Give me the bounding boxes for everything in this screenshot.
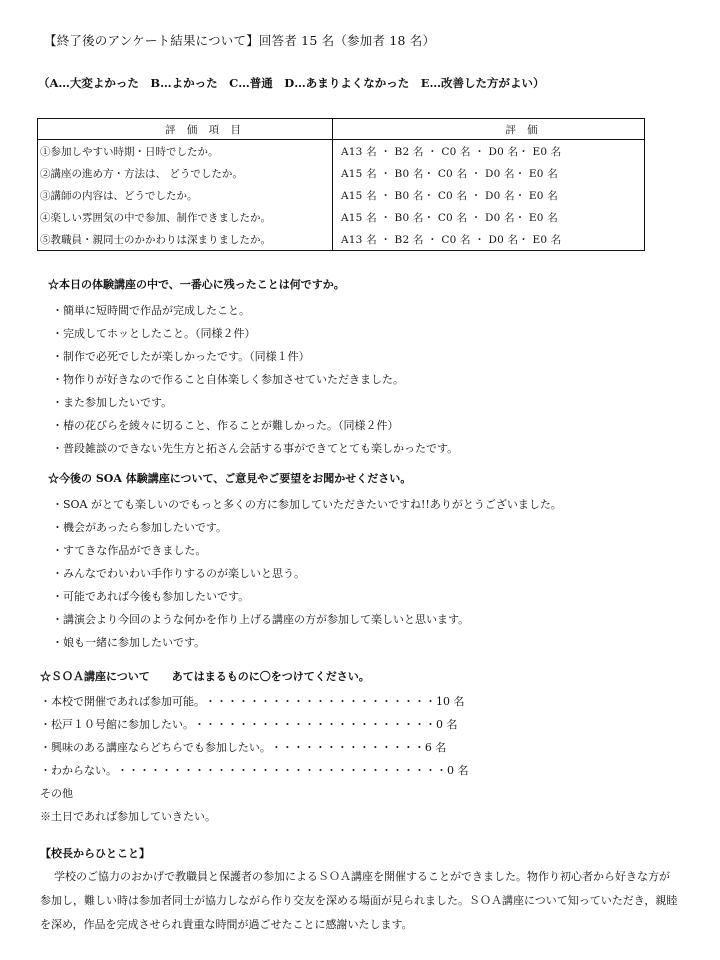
- option-count: 10 名: [436, 695, 465, 708]
- list-item: ・簡単に短時間で作品が完成したこと。: [52, 304, 250, 317]
- rating-legend: （A…大変よかった B…よかった C…普通 D…あまりよくなかった E…改善した方がよい）: [38, 76, 545, 90]
- question-cell: ③講師の内容は、どうでしたか。: [38, 184, 333, 206]
- question-cell: ②講座の進め方・方法は、 どうでしたか。: [38, 162, 333, 184]
- list-item: ・また参加したいです。: [52, 396, 173, 409]
- memorable-section: [48, 276, 458, 460]
- table-row: [38, 206, 645, 228]
- leader-dots: ・・・・・・・・・・・・・・・・・・・・・: [205, 695, 436, 708]
- other-label: その他: [40, 787, 73, 800]
- question-cell: ⑤教職員・親同士のかかわりは深まりましたか。: [38, 228, 333, 251]
- leader-dots: ・・・・・・・・・・・・・・・・・・・・・・: [194, 718, 436, 731]
- table-row: [38, 162, 645, 184]
- list-item: ・制作で必死でしたが楽しかったです。（同様１件）: [52, 350, 310, 363]
- option-count: 0 名: [447, 764, 469, 777]
- table-row: [38, 228, 645, 251]
- table-header-row: [38, 119, 645, 140]
- table-row: [38, 140, 645, 163]
- option-label: ・松戸１０号館に参加したい。: [40, 718, 194, 731]
- section-heading: ☆本日の体験講座の中で、一番心に残ったことは何ですか。: [48, 278, 345, 291]
- option-row: [40, 736, 469, 759]
- evaluation-table: [37, 118, 645, 251]
- principal-comment: [40, 845, 680, 937]
- question-cell: ①参加しやすい時期・日時でしたか。: [38, 140, 333, 163]
- option-label: ・本校で開催であれば参加可能。: [40, 695, 205, 708]
- leader-dots: ・・・・・・・・・・・・・・・・・・・・・・・・・・・・・・: [117, 764, 447, 777]
- list-item: ・可能であれば今後も参加したいです。: [52, 590, 250, 603]
- section-heading: ☆今後の SOA 体験講座について、ご意見やご要望をお聞かせください。: [48, 472, 412, 485]
- answer-cell: A13 名 ・ B2 名 ・ C0 名 ・ D0 名・ E0 名: [333, 140, 645, 163]
- option-row: [40, 759, 469, 782]
- list-item: ・SOA がとても楽しいのでもっと多くの方に参加していただきたいですね!!ありがとうございました。: [52, 498, 562, 511]
- soa-section: [40, 668, 469, 828]
- option-count: 0 名: [436, 718, 458, 731]
- list-item: ・椿の花びらを綾々に切ること、作ることが難しかった。（同様２件）: [52, 419, 399, 432]
- option-label: ・わからない。: [40, 764, 117, 777]
- principal-heading: 【校長からひとこと】: [40, 847, 150, 860]
- list-item: ・物作りが好きなので作ること自体楽しく参加させていただきました。: [52, 373, 404, 386]
- option-row: [40, 713, 469, 736]
- header-items: 評 価 項 目: [38, 119, 333, 140]
- answer-cell: A15 名 ・ B0 名・ C0 名 ・ D0 名・ E0 名: [333, 184, 645, 206]
- list-item: ・完成してホッとしたこと。（同様２件）: [52, 327, 256, 340]
- list-item: ・講演会より今回のような何かを作り上げる講座の方が参加して楽しいと思います。: [52, 613, 470, 626]
- other-note: ※土日であれば参加していきたい。: [40, 810, 216, 823]
- answer-cell: A15 名 ・ B0 名・ C0 名 ・ D0 名・ E0 名: [333, 162, 645, 184]
- option-count: 6 名: [424, 741, 447, 754]
- list-item: ・すてきな作品ができました。: [52, 544, 207, 557]
- principal-text: 学校のご協力のおかげで教職員と保護者の参加によるＳＯＡ講座を開催することができました。物作り初心者から好きな方が参加し，難しい時は参加者同士が協力しながら作り交友を深める場面が見られました。ＳＯＡ講座について知っていただき，親睦を深め，作品を完成させられ貴重な時間が過ごせたことに感謝いたします。: [40, 870, 678, 931]
- header-rating: 評 価: [333, 119, 645, 140]
- section-heading: ☆ＳＯＡ講座について あてはまるものに〇をつけてください。: [40, 670, 370, 683]
- list-item: ・機会があったら参加したいです。: [52, 521, 228, 534]
- list-item: ・みんなでわいわい手作りするのが楽しいと思う。: [52, 567, 305, 580]
- requests-section: [48, 470, 562, 654]
- option-row: [40, 690, 469, 713]
- leader-dots: ・・・・・・・・・・・・・・: [270, 741, 425, 754]
- list-item: ・娘も一緒に参加したいです。: [52, 636, 206, 649]
- list-item: ・普段雑談のできない先生方と拓さん会話する事ができてとても楽しかったです。: [52, 442, 459, 455]
- survey-title: 【終了後のアンケート結果について】回答者 15 名（参加者 18 名）: [44, 33, 436, 48]
- table-row: [38, 184, 645, 206]
- question-cell: ④楽しい雰囲気の中で参加、制作できましたか。: [38, 206, 333, 228]
- answer-cell: A13 名 ・ B2 名 ・ C0 名 ・ D0 名・ E0 名: [333, 228, 645, 251]
- option-label: ・興味のある講座ならどちらでも参加したい。: [40, 741, 271, 754]
- answer-cell: A15 名 ・ B0 名・ C0 名 ・ D0 名・ E0 名: [333, 206, 645, 228]
